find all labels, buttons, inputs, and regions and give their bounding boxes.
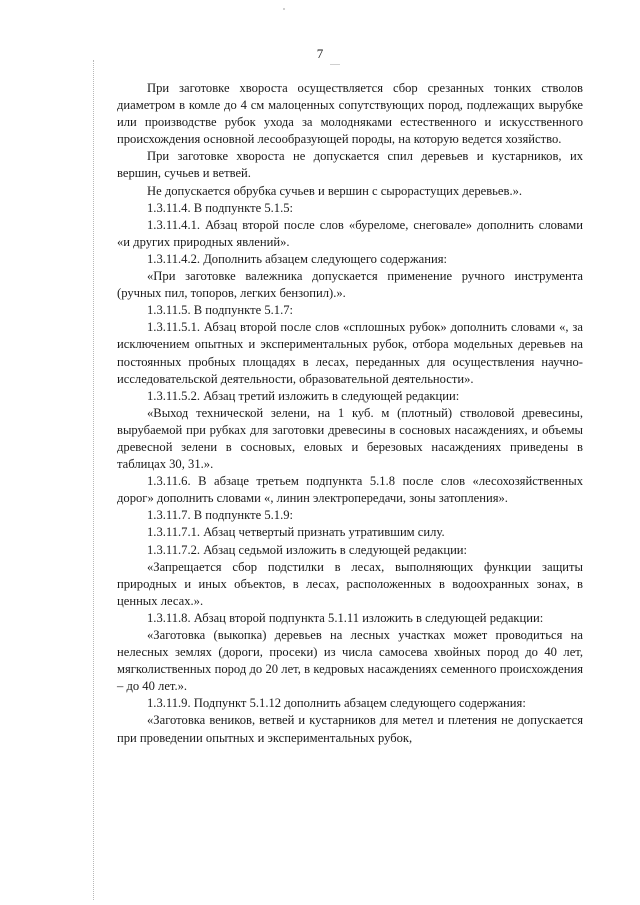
paragraph: 1.3.11.6. В абзаце третьем подпункта 5.1.8 после слов «лесохозяйственных дорог» дополнить словами «, линин электропередачи, зоны затопления». [117, 474, 583, 506]
paragraph: 1.3.11.7. В подпункте 5.1.9: [147, 508, 294, 523]
paragraph: «Запрещается сбор подстилки в лесах, выполняющих функции защиты природных и иных объектов, в лесах, расположенных в водоохранных зонах, в ценных лесах.». [117, 559, 583, 608]
document-body [117, 80, 583, 747]
paragraph: 1.3.11.5.2. Абзац третий изложить в следующей редакции: [147, 388, 460, 403]
scan-margin-line [93, 60, 95, 900]
paragraph: 1.3.11.4. В подпункте 5.1.5: [147, 200, 294, 215]
paragraph: 1.3.11.5. В подпункте 5.1.7: [147, 303, 294, 318]
paragraph: 1.3.11.7.2. Абзац седьмой изложить в следующей редакции: [147, 542, 468, 557]
scan-speck [330, 64, 340, 65]
paragraph: 1.3.11.4.1. Абзац второй после слов «буреломе, снеговале» дополнить словами «и других природных явлений». [117, 217, 583, 249]
paragraph: 1.3.11.4.2. Дополнить абзацем следующего содержания: [147, 251, 448, 266]
page-number: 7 [316, 46, 324, 61]
paragraph: «Заготовка (выкопка) деревьев на лесных участках может проводиться на нелесных землях (дороги, просеки) из числа самосева хвойных пород до 40 лет, мягколиственных пород до 20 лет, в кедровых насаждениях семенного происхождения – до 40 лет.». [117, 628, 583, 694]
paragraph: Не допускается обрубка сучьев и вершин с сырорастущих деревьев.». [147, 183, 523, 198]
scan-speck [283, 8, 285, 10]
paragraph: При заготовке хвороста осуществляется сбор срезанных тонких стволов диаметром в комле до 4 см малоценных сопутствующих пород, подлежащих вырубке или производстве рубок ухода за молодняками естественного и искусственного происхождения основной лесообразующей породы, на которую ведется хозяйство. [117, 81, 583, 147]
paragraph: 1.3.11.8. Абзац второй подпункта 5.1.11 изложить в следующей редакции: [147, 610, 544, 625]
paragraph: «При заготовке валежника допускается применение ручного инструмента (ручных пил, топоров, легких бензопил).». [117, 269, 583, 301]
paragraph: 1.3.11.7.1. Абзац четвертый признать утратившим силу. [147, 525, 445, 540]
paragraph: При заготовке хвороста не допускается спил деревьев и кустарников, их вершин, сучьев и ветвей. [117, 149, 583, 181]
paragraph: 1.3.11.9. Подпункт 5.1.12 дополнить абзацем следующего содержания: [147, 696, 526, 711]
paragraph: «Заготовка веников, ветвей и кустарников для метел и плетения не допускается при проведении опытных и экспериментальных рубок, [117, 713, 583, 745]
paragraph: «Выход технической зелени, на 1 куб. м (плотный) стволовой древесины, вырубаемой при рубках для заготовки древесины в сосновых насаждениях, и объемы древесной зелени в сосновых, еловых и березовых насаждениях приведены в таблицах 30, 31.». [117, 405, 583, 472]
paragraph: 1.3.11.5.1. Абзац второй после слов «сплошных рубок» дополнить словами «, за исключением опытных и экспериментальных рубок, отбора модельных деревьев на постоянных пробных площадях в лесах, переданных для осуществления научно-исследовательской деятельности, образовательной деятельности». [117, 320, 583, 386]
